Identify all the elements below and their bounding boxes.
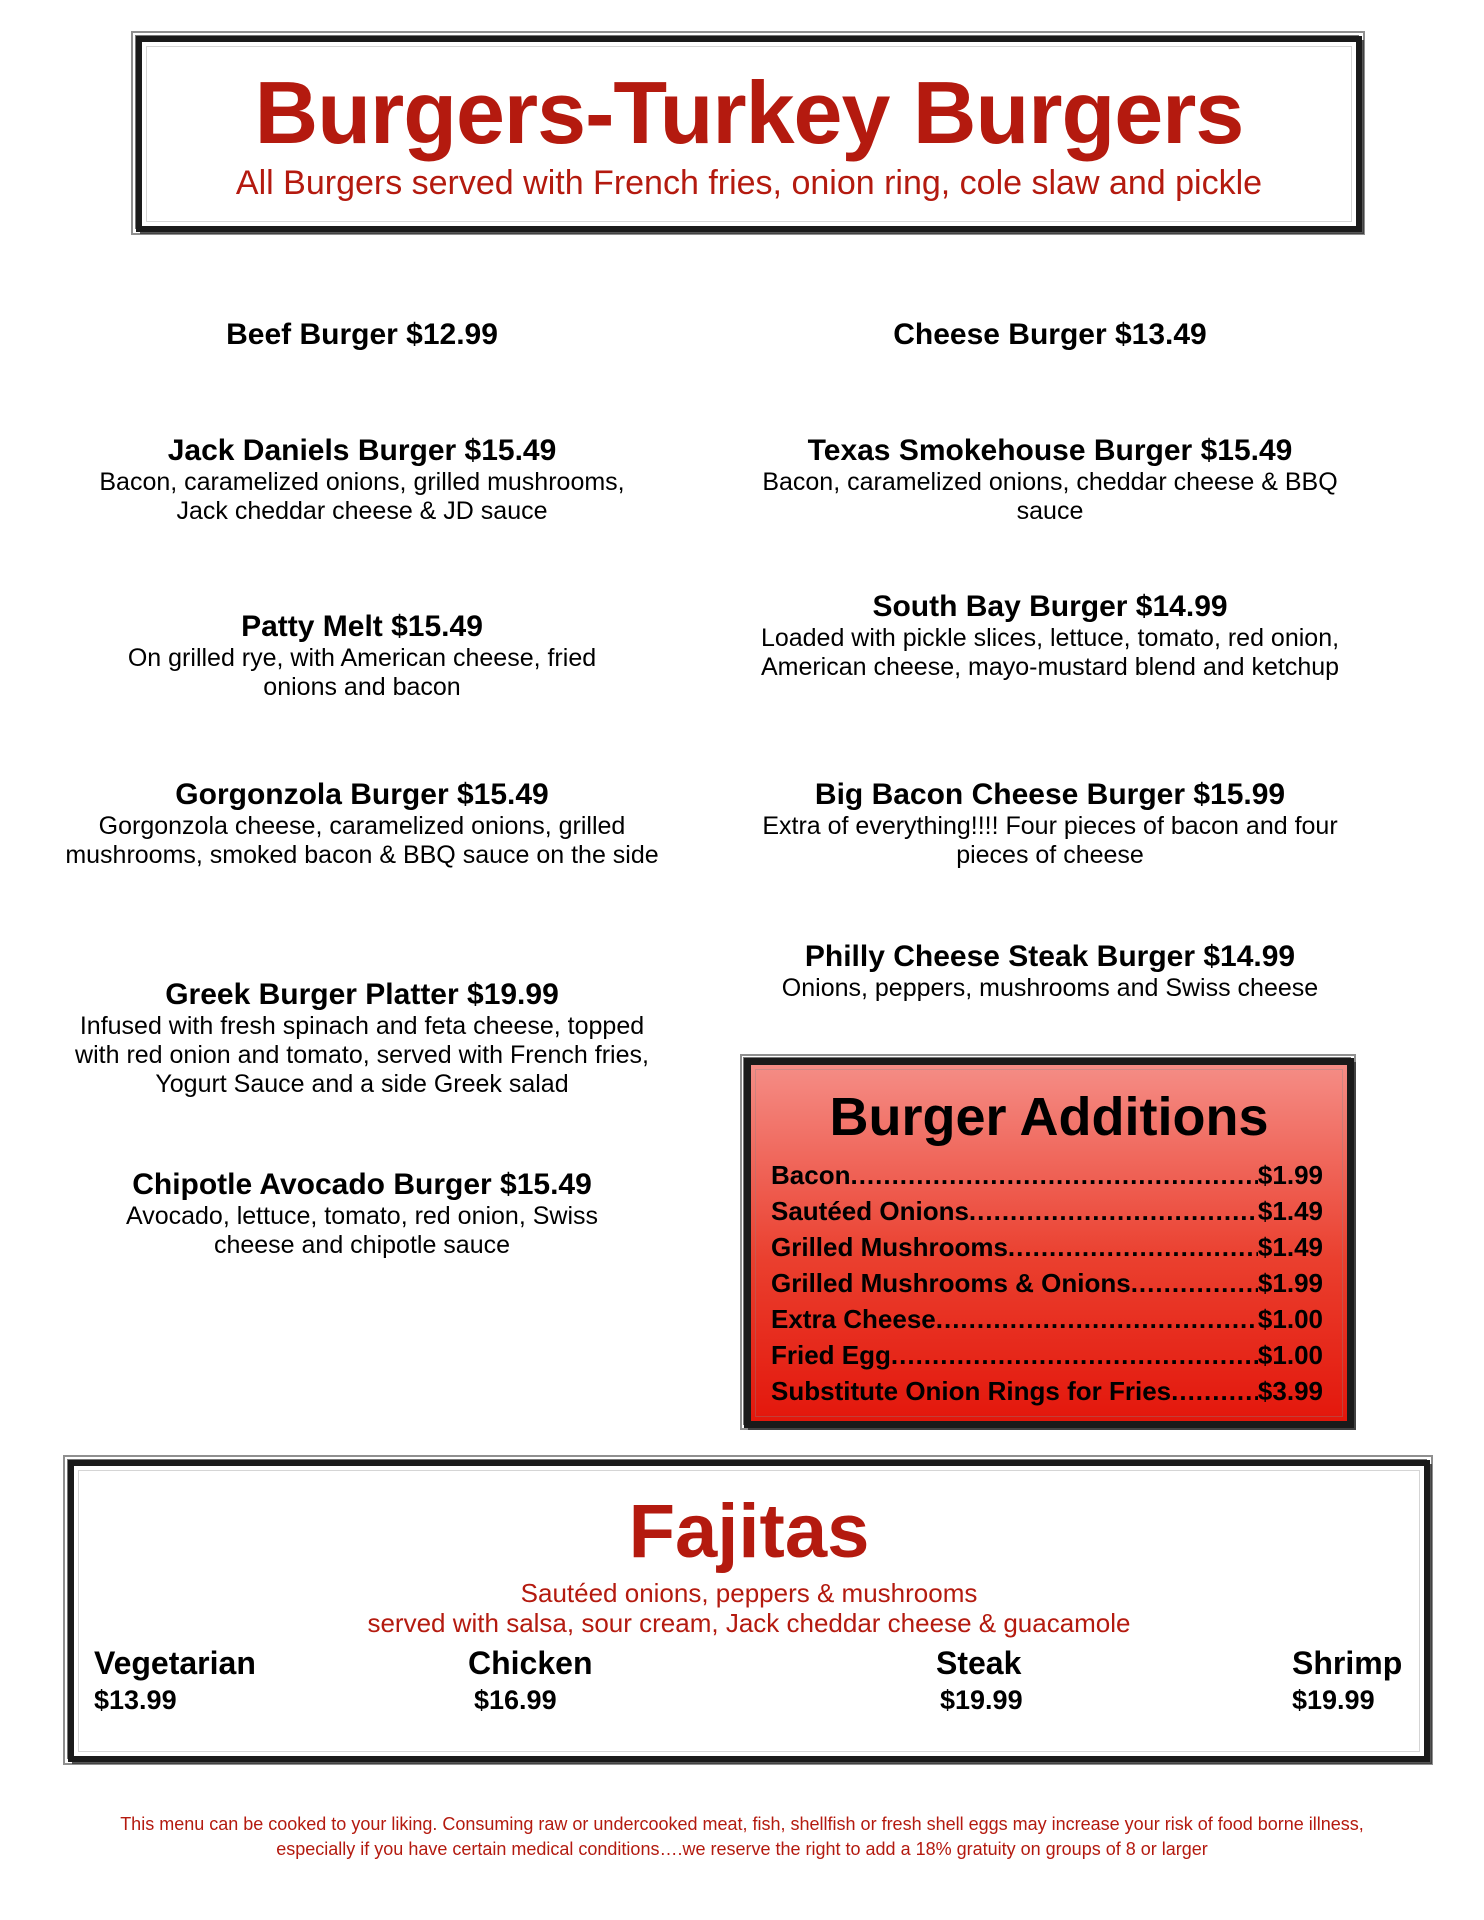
fajita-option-price: $16.99 [474,1685,557,1715]
menu-item-description: Extra of everything!!!! Four pieces of bacon and four pieces of cheese [762,812,1338,869]
fajitas-title: Fajitas [628,1489,870,1574]
dot-leader [1131,1265,1258,1301]
burger-additions-title: Burger Additions [829,1087,1269,1147]
disclaimer-line2: especially if you have certain medical conditions….we reserve the right to add a 18% gratuity on groups of 8 or larger [276,1839,1208,1859]
menu-item-texas-smokehouse-burger [740,434,1360,526]
menu-item-title: Beef Burger $12.99 [226,318,498,351]
addition-name: Extra Cheese [771,1304,936,1334]
disclaimer-line1: This menu can be cooked to your liking. Consuming raw or undercooked meat, fish, shellfish or fresh shell eggs may increase your risk of food borne illness, [120,1814,1364,1834]
burger-additions-list [771,1157,1323,1409]
header-frame [136,36,1362,232]
menu-item-description: Bacon, caramelized onions, cheddar cheese & BBQ sauce [762,468,1338,525]
fajita-option-chicken [468,1644,592,1718]
menu-item-title: Cheese Burger $13.49 [893,318,1207,351]
menu-item-description: Bacon, caramelized onions, grilled mushrooms, Jack cheddar cheese & JD sauce [99,468,625,525]
menu-item-description: On grilled rye, with American cheese, fried onions and bacon [127,644,597,701]
fajitas-subtitle-line1: Sautéed onions, peppers & mushrooms [520,1578,978,1608]
addition-price: $3.99 [1257,1376,1323,1406]
addition-price: $1.99 [1257,1160,1323,1190]
fajita-option-name: Chicken [468,1645,593,1681]
dot-leader [936,1301,1258,1337]
fajita-option-name: Vegetarian [94,1645,256,1681]
addition-price: $1.49 [1257,1196,1323,1226]
menu-item-gorgonzola-burger [52,778,672,870]
addition-row [771,1265,1323,1301]
menu-item-title: Texas Smokehouse Burger $15.49 [807,434,1293,467]
addition-row [771,1229,1323,1265]
menu-item-description: Avocado, lettuce, tomato, red onion, Swiss cheese and chipotle sauce [125,1202,599,1259]
fajita-option-name: Shrimp [1292,1645,1403,1681]
addition-price: $1.00 [1257,1340,1323,1370]
dot-leader [1171,1373,1258,1409]
fajita-option-price: $19.99 [1292,1685,1375,1715]
fajita-option-name: Steak [936,1645,1022,1681]
addition-name: Substitute Onion Rings for Fries [771,1376,1172,1406]
menu-item-title: Greek Burger Platter $19.99 [165,978,559,1011]
menu-item-jack-daniels-burger [52,434,672,526]
menu-item-philly-cheese-steak-burger [740,940,1360,1003]
disclaimer [40,1812,1444,1862]
menu-item-south-bay-burger [740,590,1360,682]
addition-row [771,1193,1323,1229]
addition-row [771,1157,1323,1193]
addition-price: $1.49 [1257,1232,1323,1262]
fajita-option-steak [936,1644,1023,1718]
menu-item-beef-burger [52,318,672,352]
fajita-option-shrimp [1292,1644,1402,1718]
addition-name: Fried Egg [771,1340,891,1370]
dot-leader [969,1193,1258,1229]
menu-item-description: Loaded with pickle slices, lettuce, tomato, red onion, American cheese, mayo-mustard blend and ketchup [760,624,1340,681]
addition-row [771,1337,1323,1373]
fajitas-subtitle-line2: served with salsa, sour cream, Jack cheddar cheese & guacamole [367,1608,1131,1638]
addition-price: $1.99 [1257,1268,1323,1298]
dot-leader [850,1157,1257,1193]
fajita-option-price: $13.99 [94,1685,177,1715]
menu-item-title: Jack Daniels Burger $15.49 [167,434,557,467]
menu-item-description: Infused with fresh spinach and feta cheese, topped with red onion and tomato, served with French fries, Yogurt Sauce and a side Greek salad [75,1012,649,1098]
fajita-option-vegetarian [94,1644,256,1718]
addition-name: Grilled Mushrooms & Onions [771,1268,1131,1298]
menu-item-title: South Bay Burger $14.99 [872,590,1228,623]
menu-item-title: Big Bacon Cheese Burger $15.99 [814,778,1286,811]
menu-item-description: Onions, peppers, mushrooms and Swiss cheese [781,974,1319,1002]
menu-item-patty-melt [52,610,672,702]
addition-name: Sautéed Onions [771,1196,969,1226]
addition-name: Bacon [771,1160,851,1190]
burger-additions-panel [744,1058,1354,1428]
addition-row [771,1301,1323,1337]
menu-item-cheese-burger [740,318,1360,352]
fajitas-frame [68,1460,1430,1762]
dot-leader [891,1337,1258,1373]
menu-item-greek-burger-platter [52,978,672,1099]
addition-name: Grilled Mushrooms [771,1232,1008,1262]
page-subtitle: All Burgers served with French fries, onion ring, cole slaw and pickle [235,164,1263,202]
fajita-option-price: $19.99 [940,1685,1023,1715]
dot-leader [1008,1229,1258,1265]
menu-item-description: Gorgonzola cheese, caramelized onions, grilled mushrooms, smoked bacon & BBQ sauce on the side [65,812,659,869]
menu-item-title: Philly Cheese Steak Burger $14.99 [804,940,1296,973]
menu-item-title: Gorgonzola Burger $15.49 [175,778,549,811]
menu-item-title: Patty Melt $15.49 [241,610,483,643]
menu-item-title: Chipotle Avocado Burger $15.49 [132,1168,592,1201]
page-title: Burgers-Turkey Burgers [254,63,1244,162]
menu-item-big-bacon-cheese-burger [740,778,1360,870]
menu-item-chipotle-avocado-burger [52,1168,672,1260]
addition-price: $1.00 [1257,1304,1323,1334]
addition-row [771,1373,1323,1409]
